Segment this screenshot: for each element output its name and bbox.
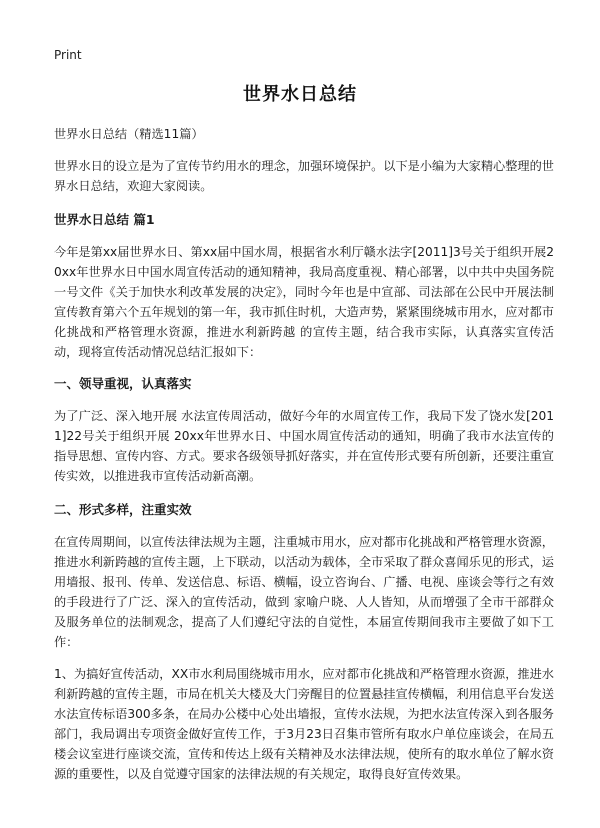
item1-paragraph: 1、为搞好宣传活动，XX市水利局围绕城市用水，应对都市化挑战和严格管理水资源，推进水利新跨越的宣传主题，市局在机关大楼及大门旁醒目的位置悬挂宣传横幅，利用信息平台发送水法宣传标语300多条，在局办公楼中心处出墙报，宣传水法规，为把水法宣传深入到各服务部门，我局调出专项资金做好宣传工作，于3月23日召集市管所有取水户单位座谈会，在局五楼会议室进行座谈交流，宣传和传达上级有关精神及水法律法规，使所有的取水单位了解水资源的重要性，以及自觉遵守国家的法律法规的有关规定，取得良好宣传效果。 xyxy=(54,667,554,781)
section2-heading: 二、形式多样，注重实效 xyxy=(54,502,192,517)
document-subtitle: 世界水日总结（精选11篇） xyxy=(54,127,204,141)
document-body xyxy=(54,124,554,796)
section1-heading: 一、领导重视，认真落实 xyxy=(54,376,192,391)
part1-paragraph: 今年是第xx届世界水日、第xx届中国水周，根据省水利厅赣水法字[2011]3号关于组织开展20xx年世界水日中国水周宣传活动的通知精神，我局高度重视、精心部署，以中共中央国务院一号文件《关于加快水利改革发展的决定》，同时今年也是中宣部、司法部在公民中开展法制宣传教育第六个五年规划的第一年，我市抓住时机，大造声势，紧紧围绕城市用水，应对都市化挑战和严格管理水资源，推进水利新跨越 的宣传主题，结合我市实际，认真落实宣传活动，现将宣传活动情况总结汇报如下： xyxy=(54,245,554,359)
section1-paragraph: 为了广泛、深入地开展 水法宣传周活动，做好今年的水周宣传工作，我局下发了饶水发[2011]22号关于组织开展 20xx年世界水日、中国水周宣传活动的通知，明确了我市水法宣传的指导思想、宣传内容、方式。要求各级领导抓好落实，并在宣传形式要有所创新，还要注重宣传实效，以推进我市宣传活动新高潮。 xyxy=(54,409,554,483)
print-link[interactable]: Print xyxy=(54,48,82,62)
document-title: 世界水日总结 xyxy=(243,84,357,105)
part1-heading: 世界水日总结 篇1 xyxy=(54,212,155,227)
intro-paragraph: 世界水日的设立是为了宣传节约用水的理念，加强环境保护。以下是小编为大家精心整理的世界水日总结，欢迎大家阅读。 xyxy=(54,159,554,193)
section2-paragraph: 在宣传周期间，以宣传法律法规为主题，注重城市用水，应对都市化挑战和严格管理水资源，推进水利新跨越的宣传主题，上下联动，以活动为载体，全市采取了群众喜闻乐见的形式，运用墙报、报刊、传单、发送信息、标语、横幅，设立咨询台、广播、电视、座谈会等行之有效的手段进行了广泛、深入的宣传活动，做到 家喻户晓、人人皆知，从而增强了全市干部群众及服务单位的法制观念，提高了人们遵纪守法的自觉性，本届宣传期间我市主要做了如下工作： xyxy=(54,535,554,649)
